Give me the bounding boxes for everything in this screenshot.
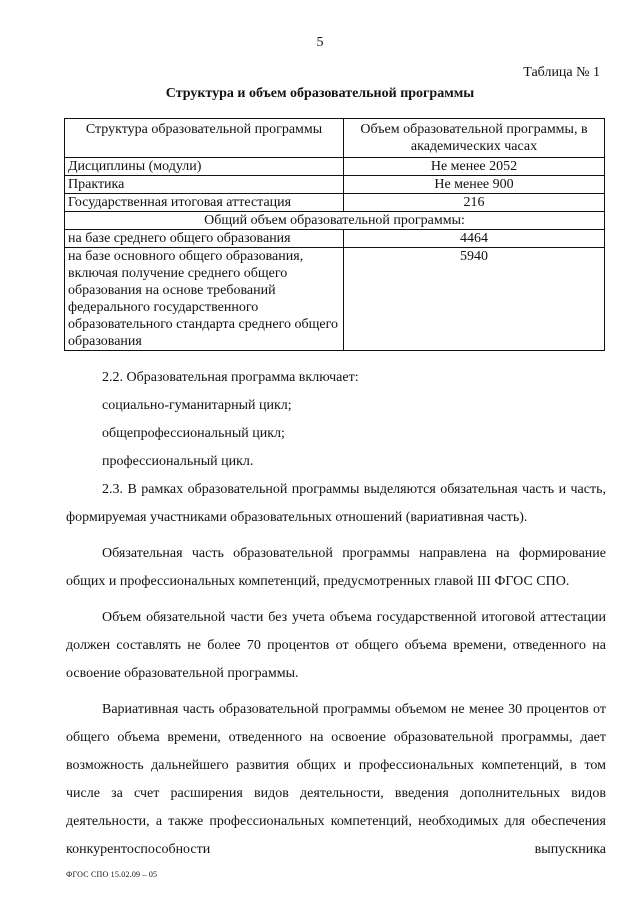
table-row	[65, 158, 605, 176]
row-label-disciplines: Дисциплины (модули)	[65, 158, 344, 176]
table-title: Структура и объем образовательной программы	[165, 86, 475, 101]
paragraph-mandatory-part: Обязательная часть образовательной программы направлена на формирование общих и профессиональных компетенций, предусмотренных главой III ФГОС СПО.	[66, 546, 606, 589]
row-label-secondary-general: на базе среднего общего образования	[65, 230, 344, 248]
row-value-secondary-general: 4464	[344, 230, 605, 248]
table-row	[65, 230, 605, 248]
paragraph-mandatory-volume: Объем обязательной части без учета объема государственной итоговой аттестации должен составлять не более 70 процентов от общего объема времени, отведенного на освоение образовательной программы.	[66, 610, 606, 681]
row-value-final-attestation: 216	[344, 194, 605, 212]
row-label-final-attestation: Государственная итоговая аттестация	[65, 194, 344, 212]
paragraph-2-2: 2.2. Образовательная программа включает:	[102, 370, 359, 385]
table-header-structure: Структура образовательной программы	[65, 119, 344, 158]
list-item-general-professional: общепрофессиональный цикл;	[102, 426, 285, 441]
row-value-basic-general: 5940	[344, 248, 605, 351]
table-row	[65, 176, 605, 194]
list-item-social-humanitarian: социально-гуманитарный цикл;	[102, 398, 292, 413]
row-value-disciplines: Не менее 2052	[344, 158, 605, 176]
table-row	[65, 194, 605, 212]
table-total-row	[65, 212, 605, 230]
table-label: Таблица № 1	[523, 65, 600, 80]
paragraph-variative-part: Вариативная часть образовательной программы объемом не менее 30 процентов от общего объема времени, отведенного на освоение образовательной программы, дает возможность дальнейшего развития общих и профессиональных компетенций, в том числе за счет расширения видов деятельности, введения дополнительных видов деятельности, а также профессиональных компетенций, необходимых для обеспечения конкурентоспособности выпускника	[66, 702, 606, 857]
body-text	[66, 364, 606, 864]
row-value-practice: Не менее 900	[344, 176, 605, 194]
row-label-basic-general: на базе основного общего образования, включая получение среднего общего образования на основе требований федерального государственного образовательного стандарта среднего общего образования	[65, 248, 344, 351]
total-volume-heading: Общий объем образовательной программы:	[65, 212, 605, 230]
footer-document-code: ФГОС СПО 15.02.09 – 05	[66, 870, 158, 879]
program-structure-table	[64, 118, 605, 351]
list-item-professional: профессиональный цикл.	[102, 454, 254, 469]
table-row	[65, 248, 605, 351]
row-label-practice: Практика	[65, 176, 344, 194]
page-number: 5	[316, 35, 324, 50]
table-header-volume: Объем образовательной программы, в академических часах	[344, 119, 605, 158]
paragraph-2-3: 2.3. В рамках образовательной программы выделяются обязательная часть и часть, формируемая участниками образовательных отношений (вариативная часть).	[66, 482, 606, 525]
table-header-row	[65, 119, 605, 158]
